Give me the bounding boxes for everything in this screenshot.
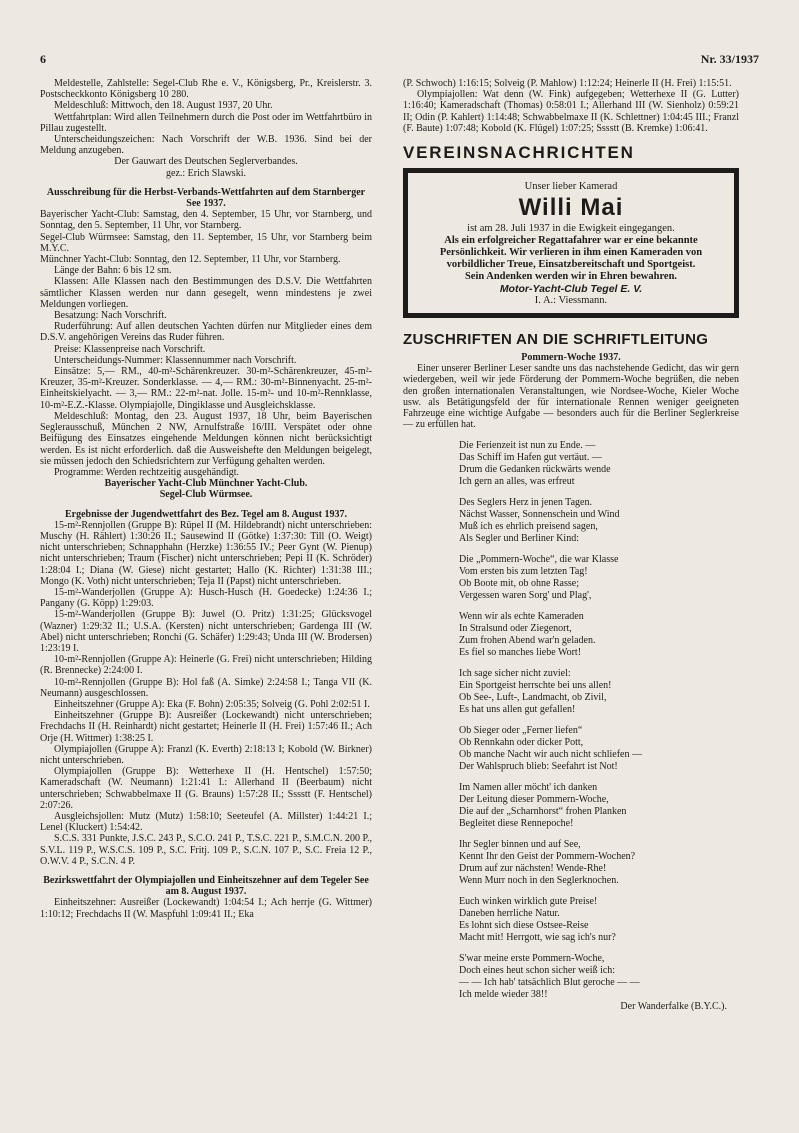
paragraph: Münchner Yacht-Club: Sonntag, den 12. September, 11 Uhr, vor Starnberg. bbox=[40, 254, 341, 266]
poem-line: Wenn wir als echte Kameraden bbox=[459, 611, 584, 623]
obituary-club: Motor-Yacht-Club Tegel E. V. bbox=[499, 283, 643, 296]
poem-line: S'war meine erste Pommern-Woche, bbox=[459, 953, 605, 965]
poem-line: Ob Rennkahn oder dicker Pott, bbox=[459, 737, 584, 749]
poem-line: Begleitet diese Rennepoche! bbox=[459, 818, 574, 830]
poem-line: Es hat uns allen gut gefallen! bbox=[459, 704, 576, 716]
issue-number: Nr. 33/1937 bbox=[700, 52, 759, 66]
poem-line: Daneben herrliche Natur. bbox=[459, 908, 560, 920]
paragraph: Olympiajollen (Gruppe A): Franzl (K. Everth) 2:18:13 I; Kobold (W. Birkner) nicht unterschrieben. bbox=[40, 743, 372, 766]
paragraph: Olympiajollen (Gruppe B): Wetterhexe II (H. Hentschel) 1:57:50; Kameradschaft (W. Neumann) 1:21:41 I.: Allerhand II (Beerbaum) nicht unterschrieben; Schwabbelmaxe II (G. Brauns) 1:57:28 II.; Sssstt (F. Hentschel) 2:07:26. bbox=[40, 766, 372, 811]
poem-stanza bbox=[459, 839, 739, 887]
paragraph: Olympiajollen: Wat denn (W. Fink) aufgegeben; Wetterhexe II (G. Lutter) 1:16:40; Kameradschaft (Thomas) 0:58:01 I.; Allerhand III (W. Sienholz) 0:59:21 II; Odin (P. Kahlert) 1:14:48; Schwabbelmaxe II (K. Schlettner) 1:04:45 III.; Franzl (F. Baute) 1:07:48; Kobold (K. Flügel) 1:07:25; Sssstt (B. Kremke) 1:06:41. bbox=[403, 89, 739, 134]
poem-line: Doch eines heut schon sicher weiß ich: bbox=[459, 965, 616, 977]
paragraph: Meldeschluß: Mittwoch, den 18. August 1937, 20 Uhr. bbox=[54, 100, 273, 112]
paragraph: 15-m²-Wanderjollen (Gruppe A): Husch-Husch (H. Goedecke) 1:24:36 I.; Pangany (G. Köpp) 1:29:03. bbox=[40, 586, 372, 610]
poem-line: Ein Sportgeist herrschte bei uns allen! bbox=[459, 680, 612, 692]
poem-stanza bbox=[459, 554, 739, 602]
poem-line: Es lohnt sich diese Ostsee-Reise bbox=[459, 920, 589, 932]
page-number: 6 bbox=[40, 52, 46, 66]
poem-line: In Stralsund oder Ziegenort, bbox=[459, 623, 572, 635]
paragraph: Programme: Werden rechtzeitig ausgehändigt. bbox=[54, 466, 240, 478]
poem bbox=[459, 440, 739, 1001]
section-heading: VEREINSNACHRICHTEN bbox=[403, 143, 635, 163]
paragraph: Länge der Bahn: 6 bis 12 sm. bbox=[54, 265, 172, 277]
poem-line: Vom ersten bis zum letzten Tag! bbox=[459, 566, 588, 578]
poem-signature: Der Wanderfalke (B.Y.C.). bbox=[620, 1001, 727, 1013]
paragraph: Einer unserer Berliner Leser sandte uns das nachstehende Gedicht, das wir gern wiedergeben, weil wir jede Förderung der Pommern-Woche begrüßen, die neben den großen internationalen Veranstaltungen, wie Nordsee-Woche, Kieler Woche usw. als Betätigungsfeld der für internationale Rennen weniger geeigneten Fahrzeuge eine wichtige Aufgabe — besonders auch für die Berliner Seglerkreise — zu erfüllen hat. bbox=[403, 363, 739, 431]
obituary-line: Als ein erfolgreicher Regattafahrer war er eine bekannte Persönlichkeit. Wir verlieren in ihm einen Kameraden von vorbildlicher Treue, Einsatzbereitschaft und Sportgeist. bbox=[439, 235, 703, 271]
paragraph: 10-m²-Rennjollen (Gruppe A): Heinerle (G. Frei) nicht unterschrieben; Hilding (R. Brennecke) 2:24:00 I. bbox=[40, 654, 372, 677]
article-title: Ausschreibung für die Herbst-Verbands-Wettfahrten auf dem Starnberger See 1937. bbox=[46, 186, 366, 210]
poem-line: Die „Pommern-Woche“, die war Klasse bbox=[459, 554, 619, 566]
left-column bbox=[40, 78, 372, 920]
obituary-line: ist am 28. Juli 1937 in die Ewigkeit eingegangen. bbox=[467, 223, 675, 235]
poem-line: Als Segler und Berliner Kind: bbox=[459, 533, 579, 545]
poem-stanza bbox=[459, 725, 739, 773]
poem-line: Kennt Ihr den Geist der Pommern-Wochen? bbox=[459, 851, 636, 863]
signature-line: gez.: Erich Slawski. bbox=[166, 167, 246, 179]
paragraph: Klassen: Alle Klassen nach den Bestimmungen des D.S.V. Die Wettfahrten sämtlicher Klassen werden nur dann gesegelt, wenn mindestens je zwei Meldungen vorliegen. bbox=[40, 276, 372, 310]
poem-line: Im Namen aller möcht' ich danken bbox=[459, 782, 598, 794]
poem-line: Die Ferienzeit ist nun zu Ende. — bbox=[459, 440, 596, 452]
poem-line: Zum frohen Abend war'n geladen. bbox=[459, 635, 596, 647]
paragraph: Bayerischer Yacht-Club: Samstag, den 4. September, 15 Uhr, vor Starnberg, und Sonntag, den 5. September, 11 Uhr, vor Starnberg. bbox=[40, 209, 372, 232]
obituary-line: Sein Andenken werden wir in Ehren bewahren. bbox=[464, 271, 678, 283]
paragraph: Einheitszehner (Gruppe B): Ausreißer (Lockewandt) nicht unterschrieben; Frechdachs II (H. Reinhardt) nicht gestartet; Heinerle II (H. Frei) 1:57:46 II.; Ach Orje (H. Wittmer) 1:38:25 I. bbox=[40, 710, 372, 744]
poem-line: Ob See-, Luft-, Landmacht, ob Zivil, bbox=[459, 692, 607, 704]
obituary-signed: I. A.: Viessmann. bbox=[534, 295, 608, 307]
poem-line: Euch winken wirklich gute Preise! bbox=[459, 896, 598, 908]
paragraph: 15-m²-Wanderjollen (Gruppe B): Juwel (O. Pritz) 1:31:25; Glücksvogel (Wazner) 1:29:32 II.; U.S.A. (Kersten) nicht unterschrieben; Gardenga III (W. Abel) nicht unterschrieben; Ronchi (G. Schäfer) 1:29:43; Unda III (W. Brodersen) 1:23:19 I. bbox=[40, 609, 372, 654]
poem-line: Es fiel so manches liebe Wort! bbox=[459, 647, 582, 659]
poem-stanza bbox=[459, 953, 739, 1001]
paragraph: Einheitszehner: Ausreißer (Lockewandt) 1:04:54 I.; Ach herrje (G. Wittmer) 1:10:12; Frechdachs II (W. Maspfuhl 1:09:41 II.; Eka bbox=[40, 897, 372, 920]
paragraph: Besatzung: Nach Vorschrift. bbox=[54, 310, 167, 322]
poem-line: Drum die Gedanken rückwärts wende bbox=[459, 464, 611, 476]
article-title: Pommern-Woche 1937. bbox=[521, 352, 621, 364]
poem-line: Ob Boote mit, ob ohne Rasse; bbox=[459, 578, 579, 590]
poem-line: Ich sage sicher nicht zuviel: bbox=[459, 668, 571, 680]
article-title: Bezirkswettfahrt der Olympiajollen und Einheitszehner auf dem Tegeler See am 8. August 1937. bbox=[43, 875, 369, 898]
poem-line: Ob manche Nacht wir auch nicht schliefen — bbox=[459, 749, 642, 761]
poem-line: Ich melde wieder 38!! bbox=[459, 989, 548, 1001]
obituary-line: Unser lieber Kamerad bbox=[524, 181, 618, 193]
paragraph: Meldestelle, Zahlstelle: Segel-Club Rhe e. V., Königsberg, Pr., Kreislerstr. 3. Postscheckkonto Königsberg 10 280. bbox=[40, 78, 372, 101]
paragraph: Meldeschluß: Montag, den 23. August 1937, 18 Uhr, beim Bayerischen Seglerausschuß, München 2 NW, Arnulfstraße 16/III. Verspätet oder ohne Beifügung des Einsatzes eingehende Meldungen können nicht berücksichtigt werden. Es ist nicht erforderlich. daß die Ausweishefte den Meldungen beigelegt, sie müssen jedoch den Schiedsrichtern zur Verfügung gehalten werden. bbox=[40, 410, 372, 467]
right-column bbox=[403, 78, 739, 1013]
poem-line: Vergessen waren Sorg' und Plag', bbox=[459, 590, 592, 602]
poem-line: — — Ich hab' tatsächlich Blut geroche — — bbox=[459, 977, 640, 989]
poem-line: Macht mit! Herrgott, wie sag ich's nur? bbox=[459, 932, 616, 944]
poem-line: Der Wahlspruch blieb: Seefahrt ist Not! bbox=[459, 761, 618, 773]
club-names: Segel-Club Würmsee. bbox=[159, 489, 253, 501]
paragraph: S.C.S. 331 Punkte, J.S.C. 243 P., S.C.O. 241 P., T.S.C. 221 P., S.M.C.N. 200 P., S.V.L. 119 P., W.S.C.S. 109 P., S.C. Fritj. 109 P., S.C.N. 107 P., S.C. Freia 12 P., O.W.V. 4 P., S.C.N. 4 P. bbox=[40, 833, 372, 867]
paragraph: Wettfahrtplan: Wird allen Teilnehmern durch die Post oder im Wettfahrtbüro in Pillau zugestellt. bbox=[40, 111, 372, 134]
club-names: Bayerischer Yacht-Club Münchner Yacht-Club. bbox=[104, 478, 308, 490]
poem-line: Die auf der „Scharnhorst“ frohen Planken bbox=[459, 806, 627, 818]
poem-line: Wenn Murr noch in den Seglerknochen. bbox=[459, 875, 619, 887]
obituary-box bbox=[403, 168, 739, 318]
poem-stanza bbox=[459, 896, 739, 944]
paragraph: Preise: Klassenpreise nach Vorschrift. bbox=[54, 343, 206, 355]
poem-line: Ob Sieger oder „Ferner liefen“ bbox=[459, 725, 583, 737]
poem-stanza bbox=[459, 668, 739, 716]
paragraph: Ruderführung: Auf allen deutschen Yachten dürfen nur Mitglieder eines dem D.S.V. angehörigen Vereins das Ruder führen. bbox=[40, 321, 372, 344]
signature-line: Der Gauwart des Deutschen Seglerverbandes. bbox=[114, 156, 298, 168]
poem-line: Ich gern an alles, was erfreut bbox=[459, 476, 575, 488]
paragraph: Ausgleichsjollen: Mutz (Mutz) 1:58:10; Seeteufel (A. Millster) 1:44:21 I.; Lenel (Kluckert) 1:54:42. bbox=[40, 811, 372, 834]
poem-line: Der Leitung dieser Pommern-Woche, bbox=[459, 794, 609, 806]
section-heading: ZUSCHRIFTEN AN DIE SCHRIFTLEITUNG bbox=[403, 331, 709, 349]
paragraph: 10-m²-Rennjollen (Gruppe B): Hol faß (A. Simke) 2:24:58 I.; Tanga VII (K. Neumann) ausgeschlossen. bbox=[40, 676, 372, 699]
article-title: Ergebnisse der Jugendwettfahrt des Bez. Tegel am 8. August 1937. bbox=[64, 508, 348, 520]
paragraph: Einsätze: 5,— RM., 40-m²-Schärenkreuzer. 30-m²-Schärenkreuzer, 45-m²-Kreuzer, 35-m²-Kreuzer. Sonderklasse. — 4,— RM.: 30-m²-Binnenyacht. 25-m²-Einheitskielyacht. — 3,— RM.: 22-m²-nat. Jolle. 15-m²- und 10-m²-Rennklasse, 10-m²-E.Z.-Klasse. Olympiajolle, Dingiklasse und Ausgleichsklasse. bbox=[40, 366, 372, 411]
poem-stanza bbox=[459, 497, 739, 545]
paragraph: Segel-Club Würmsee: Samstag, den 11. September, 15 Uhr, vor Starnberg beim M.Y.C. bbox=[40, 231, 372, 254]
poem-line: Nächst Wasser, Sonnenschein und Wind bbox=[459, 509, 620, 521]
poem-line: Des Seglers Herz in jenen Tagen. bbox=[459, 497, 592, 509]
paragraph: (P. Schwoch) 1:16:15; Solveig (P. Mahlow) 1:12:24; Heinerle II (H. Frei) 1:15:51. bbox=[403, 78, 732, 89]
poem-stanza bbox=[459, 440, 739, 488]
poem-line: Ihr Segler binnen und auf See, bbox=[459, 839, 581, 851]
poem-line: Das Schiff im Hafen gut vertäut. — bbox=[459, 452, 602, 464]
paragraph: Einheitszehner (Gruppe A): Eka (F. Bohn) 2:05:35; Solveig (G. Pohl 2:02:51 I. bbox=[54, 698, 370, 710]
paragraph: 15-m²-Rennjollen (Gruppe B): Rüpel II (M. Hildebrandt) nicht unterschrieben: Muschy (H. Rählert) 1:30:26 II.; Sausewind II (Götke) 1:37:30: Till (O. Weigt) nicht unterschrieben; Schnapphahn (Herzke) 1:36:55 IV.; Peer Gynt (W. Pienup) nicht unterschrieben; Traum (Fischer) nicht unterschrieben; Pepi II (K. Schröder) 1:28:04 I.; Diana (W. Giese) nicht gestartet; Hallo (K. Richter) 1:31:38 III.; Mongo (K. Voth) nicht unterschrieben; Teja II (Papst) nicht unterschrieben. bbox=[40, 519, 372, 587]
poem-stanza bbox=[459, 782, 739, 830]
poem-stanza bbox=[459, 611, 739, 659]
obituary-name: Willi Mai bbox=[518, 194, 624, 222]
paragraph: Unterscheidungszeichen: Nach Vorschrift der W.B. 1936. Sind bei der Meldung anzugeben. bbox=[40, 134, 372, 157]
poem-line: Drum auf zur nächsten! Wende-Rhe! bbox=[459, 863, 607, 875]
paragraph: Unterscheidungs-Nummer: Klassennummer nach Vorschrift. bbox=[54, 354, 297, 366]
poem-line: Muß ich es ehrlich preisend sagen, bbox=[459, 521, 598, 533]
